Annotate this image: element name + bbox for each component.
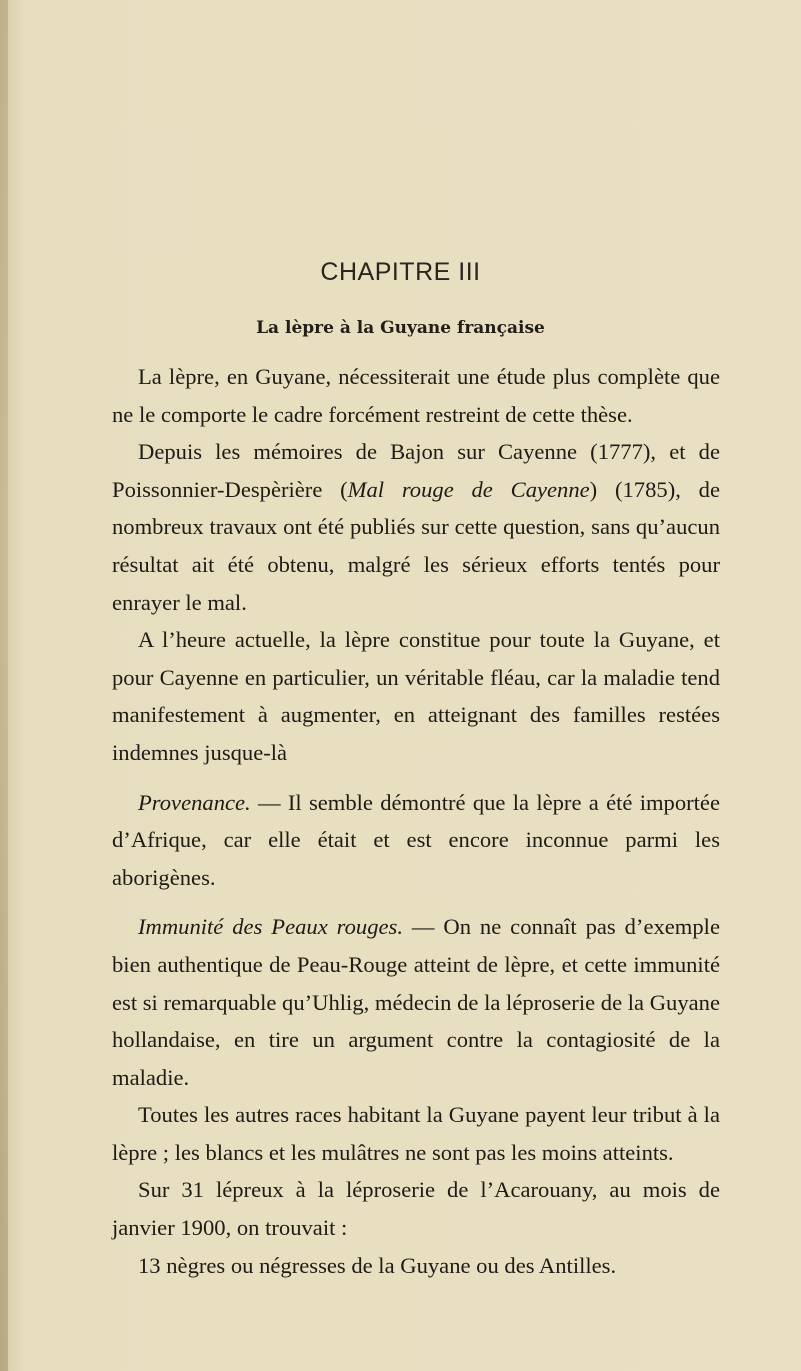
paragraph-census: Sur 31 lépreux à la léproserie de l’Acarouany, au mois de janvier 1900, on trouvait : — [112, 1177, 720, 1241]
chapter-title: CHAPITRE III — [320, 258, 481, 286]
provenance-heading: Provenance. — [138, 789, 251, 815]
provenance-text: — Il semble démontré que la lèpre a été importée d’Afrique, car elle était et est encore inconnue parmi les aborigènes. — [112, 789, 720, 890]
paragraph-provenance — [112, 784, 720, 897]
paragraph-races: Toutes les autres races habitant la Guyane payent leur tribut à la lèpre ; les blancs et les mulâtres ne sont pas les moins atteints. — [112, 1102, 720, 1165]
paragraph-census-item: 13 nègres ou négresses de la Guyane ou des Antilles. — [138, 1252, 617, 1278]
paragraph-history — [112, 433, 720, 621]
paragraph-intro: La lèpre, en Guyane, nécessiterait une étude plus complète que ne le comporte le cadre forcément restreint de cette thèse. — [112, 364, 720, 427]
section-title: La lèpre à la Guyane française — [256, 318, 545, 338]
paragraph-immunity — [112, 908, 720, 1096]
immunity-heading: Immunité des Peaux rouges. — [138, 914, 403, 940]
cited-work-title: Mal rouge de Cayenne — [347, 476, 590, 502]
paragraph-current-state: A l’heure actuelle, la lèpre constitue pour toute la Guyane, et pour Cayenne en particulier, un véritable fléau, car la maladie tend manifestement à augmenter, en atteignant des familles restées indemnes jusque-là — [112, 627, 720, 765]
paragraph-history-part-a: Depuis les mémoires de Bajon sur Cayenne (1777), et de Poissonnier-Despèrière ( — [112, 439, 720, 502]
immunity-text: — On ne connaît pas d’exemple bien authentique de Peau-Rouge atteint de lèpre, et cette immunité est si remarquable qu’Uhlig, médecin de la léproserie de la Guyane hollandaise, en tire un argument contre la contagiosité de la maladie. — [112, 914, 720, 1090]
body-text — [112, 358, 720, 1284]
paragraph-history-part-b: ) (1785), de nombreux travaux ont été publiés sur cette question, sans qu’aucun résultat ait été obtenu, malgré les sérieux efforts tentés pour enrayer le mal. — [112, 476, 720, 615]
